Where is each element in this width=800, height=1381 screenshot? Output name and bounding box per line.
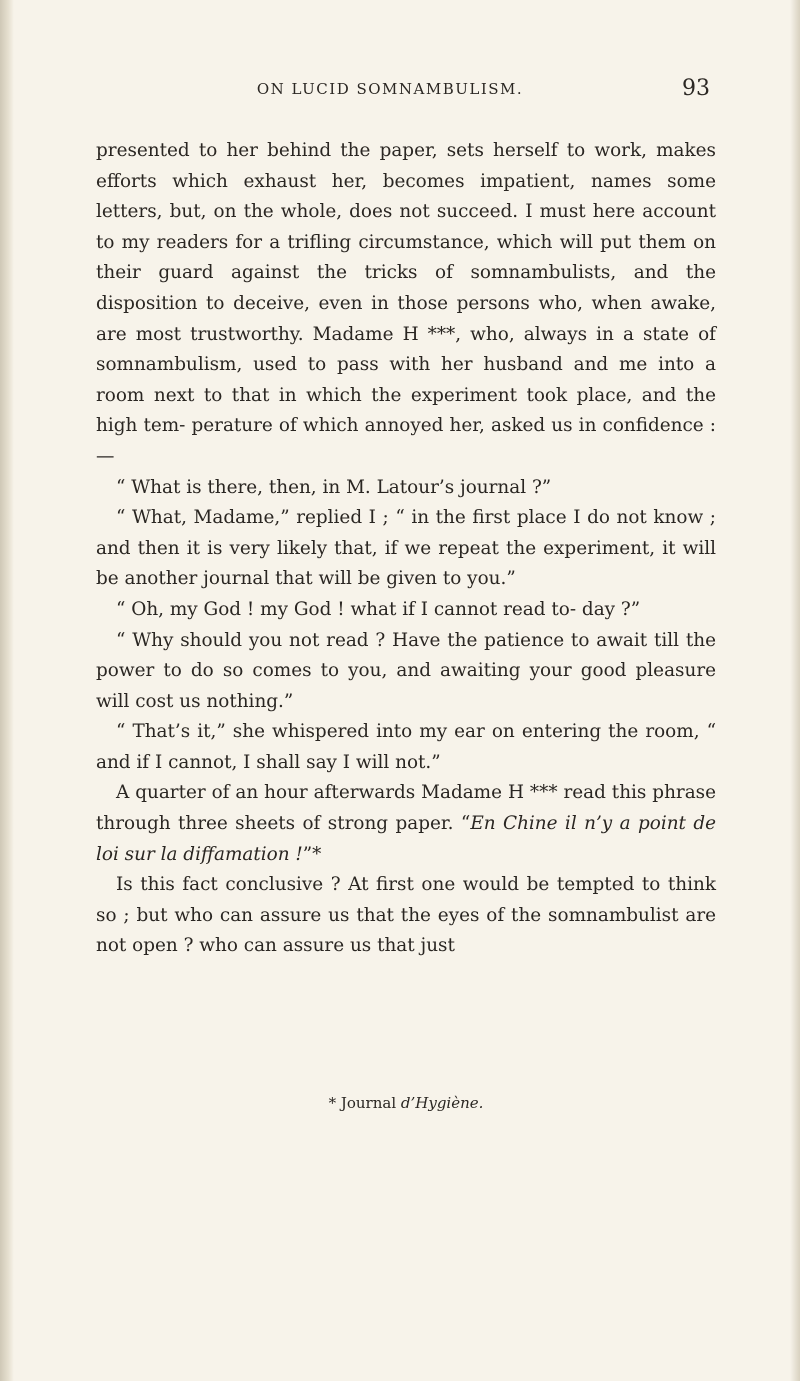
footnote-text: Journal [340, 1094, 397, 1112]
page-header [60, 76, 720, 106]
page-spine-shadow [0, 0, 14, 1381]
paragraph-dialogue-4: “ Why should you not read ? Have the patience to await till the power to do so comes to you, and awaiting your good pleasure will cost us nothing.” [96, 629, 716, 712]
footnote-italic-text: d’Hygiène. [400, 1094, 484, 1112]
quote-close-footnote-ref: ”* [302, 843, 322, 865]
running-title: ON LUCID SOMNAMBULISM. [256, 80, 524, 98]
paragraph-dialogue-2: “ What, Madame,” replied I ; “ in the first place I do not know ; and then it is very likely that, if we repeat the experiment, it will be another journal that will be given to you.” [96, 507, 716, 590]
paragraph-opening: presented to her behind the paper, sets herself to work, makes efforts which exhaust her, becomes impatient, names some letters, but, on the whole, does not succeed. I must here account to my readers for a trifling circumstance, which will put them on their guard against the tricks of somnambulists, and the disposition to deceive, even in those persons who, when awake, are most trustworthy. Madame H ***, who, always in a state of somnambulism, used to pass with her husband and me into a room next to that in which the experiment took place, and the high tem- perature of which annoyed her, asked us in confidence :— [96, 140, 716, 467]
paragraph-dialogue-1: “ What is there, then, in M. Latour’s journal ?” [116, 476, 552, 498]
paragraph-quarter-hour [96, 778, 716, 870]
footnote [96, 1094, 716, 1112]
page-edge-shadow [790, 0, 800, 1381]
quarter-hour-text: A quarter of an hour afterwards Madame H *** read this phrase through three sheets of strong paper. “ [96, 782, 716, 835]
page-number: 93 [682, 76, 710, 101]
footnote-marker: * [328, 1094, 337, 1112]
body-text [96, 136, 716, 962]
paragraph-conclusion: Is this fact conclusive ? At first one would be tempted to think so ; but who can assure us that the eyes of the somnambulist are not open ? who can assure us that just [96, 874, 716, 957]
paragraph-dialogue-3: “ Oh, my God ! my God ! what if I cannot read to- day ?” [116, 598, 641, 620]
paragraph-dialogue-5: “ That’s it,” she whispered into my ear on entering the room, “ and if I cannot, I shall say I will not.” [96, 721, 716, 773]
french-quote: En Chine il n’y a point de loi sur la diffamation ! [96, 813, 717, 865]
